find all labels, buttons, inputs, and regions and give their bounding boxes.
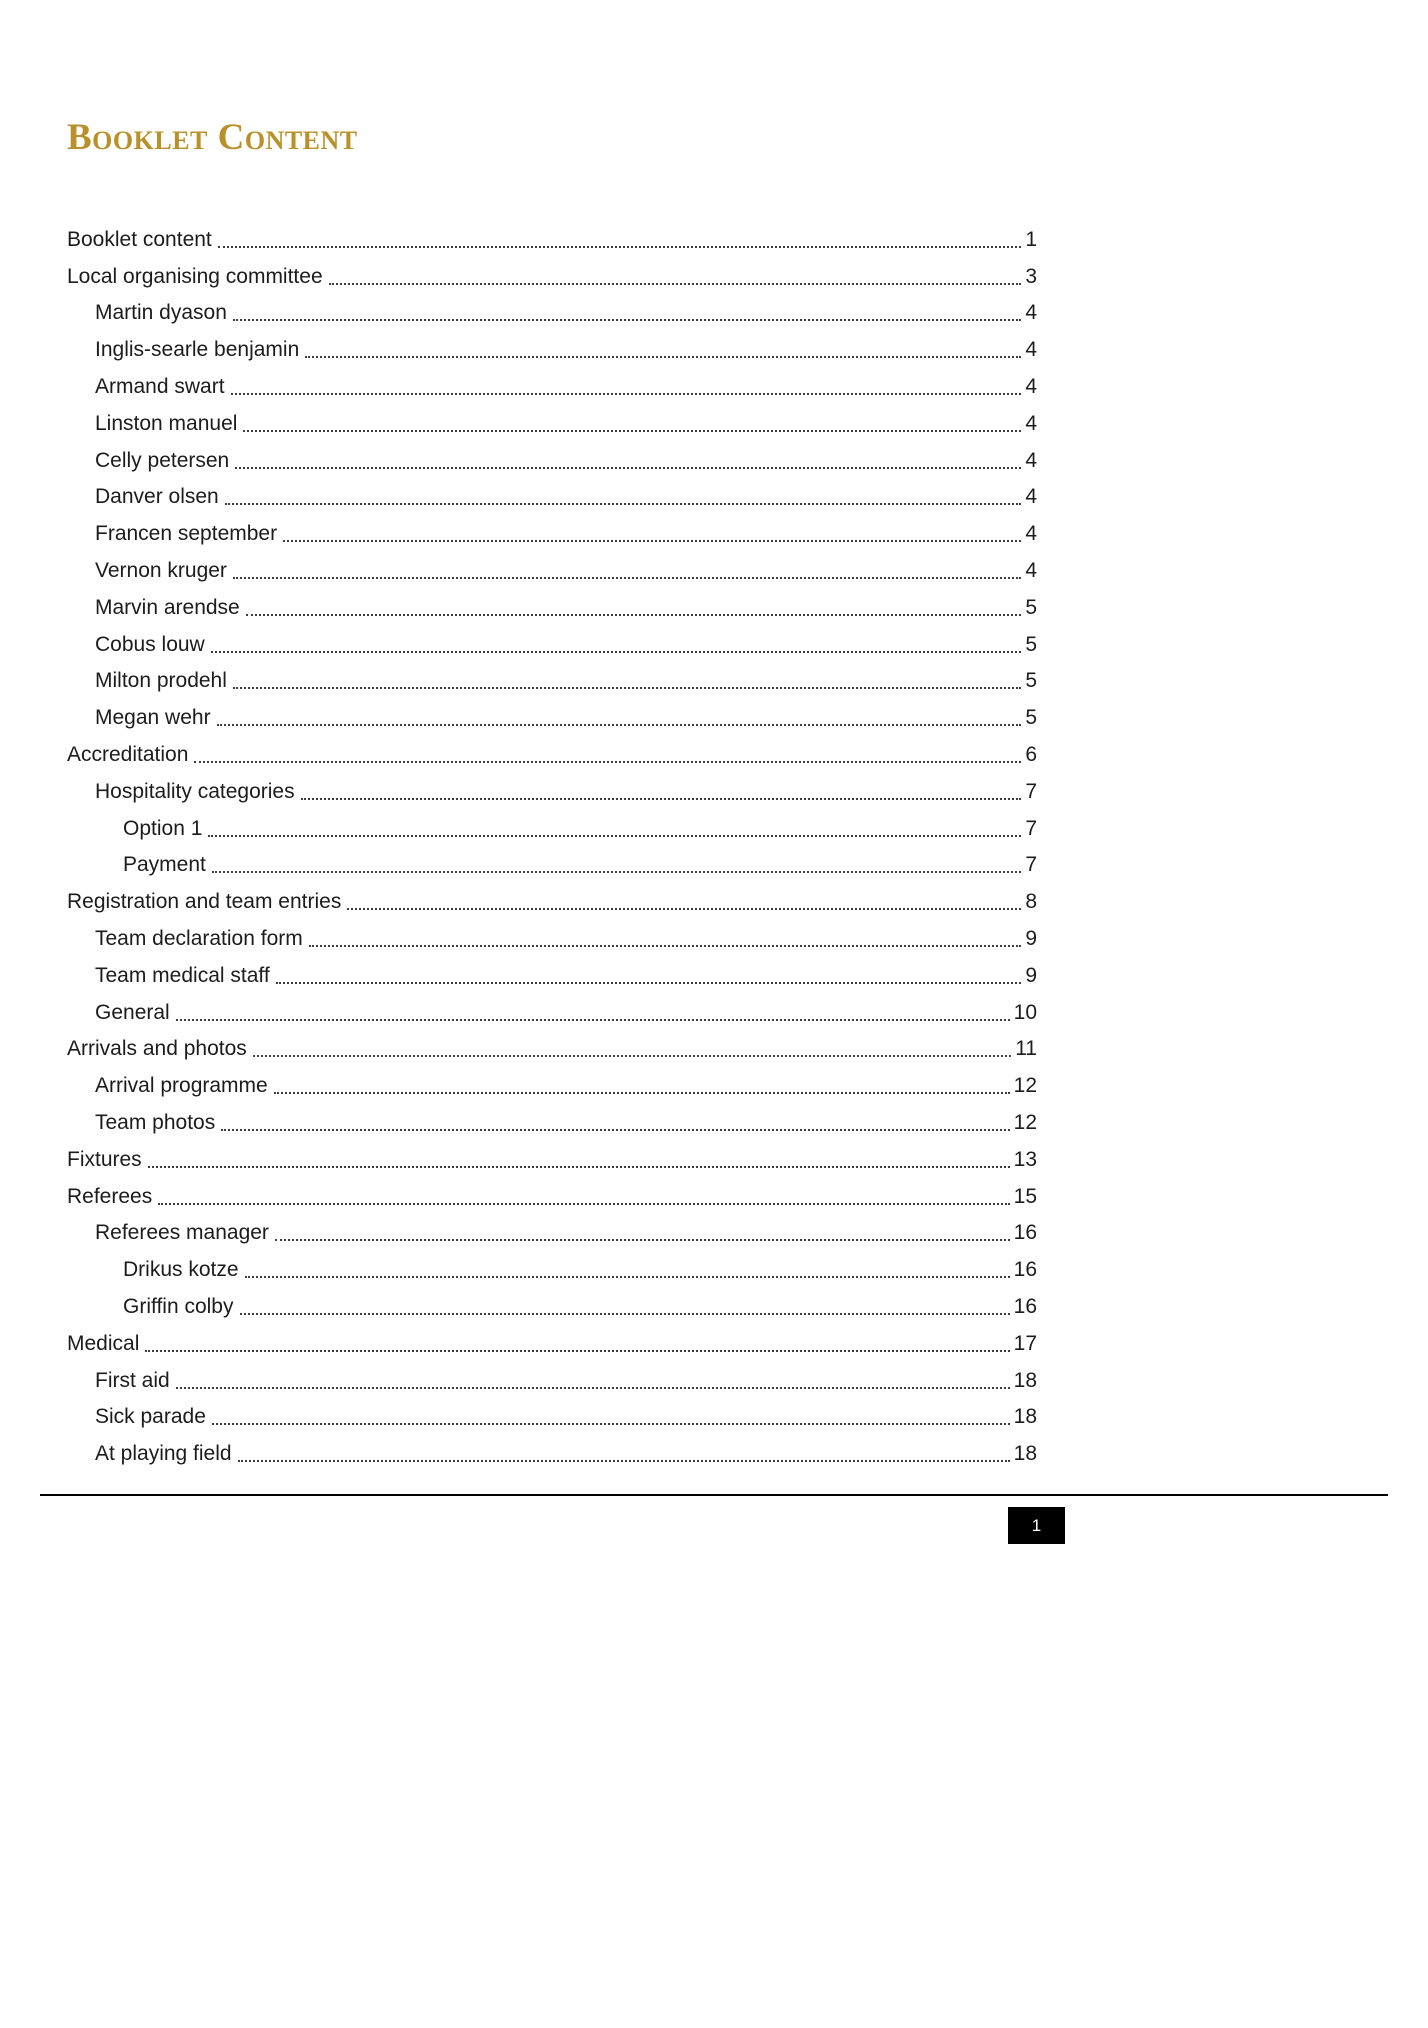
toc-list xyxy=(67,218,1037,1469)
toc-entry-page: 1 xyxy=(1025,227,1037,251)
toc-dot-leader xyxy=(211,651,1022,653)
toc-entry-label: Vernon kruger xyxy=(95,558,227,582)
toc-entry-label: Cobus louw xyxy=(95,632,205,656)
toc-entry-label: Hospitality categories xyxy=(95,779,295,803)
toc-entry-label: Arrival programme xyxy=(95,1074,268,1098)
toc-entry-page: 4 xyxy=(1025,338,1037,362)
toc-dot-leader xyxy=(158,1203,1009,1205)
toc-entry-page: 4 xyxy=(1025,301,1037,325)
toc-entry xyxy=(67,1028,1037,1065)
toc-dot-leader xyxy=(225,503,1022,505)
toc-entry-label: Armand swart xyxy=(95,374,225,398)
toc-entry-label: Accreditation xyxy=(67,742,189,766)
toc-dot-leader xyxy=(329,283,1022,285)
toc-entry-label: Celly petersen xyxy=(95,448,230,472)
page-number: 1 xyxy=(1031,1515,1042,1535)
toc-dot-leader xyxy=(233,687,1021,689)
toc-entry-label: Martin dyason xyxy=(95,301,227,325)
toc-entry xyxy=(67,844,1037,881)
toc-entry-label: Griffin colby xyxy=(123,1294,234,1318)
toc-entry-page: 4 xyxy=(1025,522,1037,546)
toc-entry xyxy=(67,1396,1037,1433)
toc-entry-page: 7 xyxy=(1025,779,1037,803)
toc-entry-page: 4 xyxy=(1025,374,1037,398)
toc-dot-leader xyxy=(148,1166,1010,1168)
toc-dot-leader xyxy=(238,1460,1010,1462)
toc-entry-page: 16 xyxy=(1013,1221,1037,1245)
toc-dot-leader xyxy=(246,614,1022,616)
toc-entry-page: 5 xyxy=(1025,669,1037,693)
toc-entry-label: Medical xyxy=(67,1331,140,1355)
toc-dot-leader xyxy=(145,1350,1009,1352)
toc-entry-page: 8 xyxy=(1025,890,1037,914)
toc-entry xyxy=(67,917,1037,954)
toc-entry-page: 4 xyxy=(1025,411,1037,435)
toc-entry xyxy=(67,402,1037,439)
toc-entry-label: Registration and team entries xyxy=(67,890,342,914)
toc-entry-page: 13 xyxy=(1013,1147,1037,1171)
toc-entry-label: General xyxy=(95,1000,170,1024)
toc-entry-label: First aid xyxy=(95,1368,170,1392)
toc-entry-label: Francen september xyxy=(95,522,278,546)
toc-entry-label: Inglis-searle benjamin xyxy=(95,338,300,362)
toc-entry xyxy=(67,439,1037,476)
toc-entry xyxy=(67,1432,1037,1469)
toc-dot-leader xyxy=(233,577,1021,579)
toc-entry-label: Danver olsen xyxy=(95,485,219,509)
toc-dot-leader xyxy=(235,467,1021,469)
toc-entry-page: 15 xyxy=(1013,1184,1037,1208)
toc-entry-label: Arrivals and photos xyxy=(67,1037,247,1061)
page-number-box xyxy=(1008,1507,1065,1544)
toc-entry-label: Booklet content xyxy=(67,227,212,251)
toc-entry-label: Megan wehr xyxy=(95,706,211,730)
toc-entry-label: Referees xyxy=(67,1184,153,1208)
toc-entry-page: 6 xyxy=(1025,742,1037,766)
toc-entry-label: Drikus kotze xyxy=(123,1258,239,1282)
toc-dot-leader xyxy=(194,761,1021,763)
toc-dot-leader xyxy=(176,1019,1010,1021)
toc-entry xyxy=(67,1285,1037,1322)
toc-entry-page: 4 xyxy=(1025,485,1037,509)
toc-dot-leader xyxy=(309,945,1022,947)
toc-entry-page: 9 xyxy=(1025,963,1037,987)
toc-entry xyxy=(67,512,1037,549)
toc-dot-leader xyxy=(221,1129,1009,1131)
toc-entry xyxy=(67,586,1037,623)
toc-entry-page: 3 xyxy=(1025,264,1037,288)
toc-entry-label: Team declaration form xyxy=(95,926,303,950)
toc-entry-label: Team photos xyxy=(95,1110,216,1134)
toc-dot-leader xyxy=(274,1092,1010,1094)
toc-entry-page: 9 xyxy=(1025,926,1037,950)
toc-dot-leader xyxy=(243,430,1021,432)
toc-dot-leader xyxy=(218,246,1022,248)
toc-entry xyxy=(67,696,1037,733)
toc-entry-label: Payment xyxy=(123,853,206,877)
toc-entry xyxy=(67,1359,1037,1396)
toc-entry-page: 16 xyxy=(1013,1294,1037,1318)
toc-entry-page: 18 xyxy=(1013,1405,1037,1429)
toc-entry xyxy=(67,954,1037,991)
toc-entry xyxy=(67,660,1037,697)
toc-entry xyxy=(67,880,1037,917)
toc-entry-label: At playing field xyxy=(95,1442,232,1466)
toc-dot-leader xyxy=(253,1055,1011,1057)
toc-entry xyxy=(67,1248,1037,1285)
toc-entry-label: Sick parade xyxy=(95,1405,206,1429)
toc-entry xyxy=(67,1212,1037,1249)
toc-entry-page: 5 xyxy=(1025,706,1037,730)
toc-dot-leader xyxy=(233,319,1021,321)
toc-entry xyxy=(67,365,1037,402)
toc-entry-label: Linston manuel xyxy=(95,411,238,435)
toc-dot-leader xyxy=(305,356,1021,358)
toc-entry-page: 18 xyxy=(1013,1442,1037,1466)
toc-dot-leader xyxy=(212,871,1021,873)
toc-entry-page: 11 xyxy=(1015,1037,1037,1061)
toc-dot-leader xyxy=(240,1313,1010,1315)
toc-entry-page: 10 xyxy=(1013,1000,1037,1024)
toc-dot-leader xyxy=(208,835,1021,837)
toc-entry-label: Option 1 xyxy=(123,816,203,840)
toc-entry xyxy=(67,476,1037,513)
toc-entry-page: 12 xyxy=(1013,1110,1037,1134)
toc-entry-label: Fixtures xyxy=(67,1147,142,1171)
toc-entry-page: 4 xyxy=(1025,558,1037,582)
toc-dot-leader xyxy=(212,1423,1010,1425)
toc-entry-page: 4 xyxy=(1025,448,1037,472)
toc-entry xyxy=(67,292,1037,329)
toc-entry xyxy=(67,991,1037,1028)
toc-dot-leader xyxy=(245,1276,1010,1278)
toc-entry-label: Marvin arendse xyxy=(95,595,240,619)
toc-entry xyxy=(67,1064,1037,1101)
toc-entry xyxy=(67,255,1037,292)
toc-entry xyxy=(67,1138,1037,1175)
toc-entry-page: 5 xyxy=(1025,632,1037,656)
toc-entry xyxy=(67,623,1037,660)
toc-entry-label: Referees manager xyxy=(95,1221,269,1245)
toc-entry-label: Local organising committee xyxy=(67,264,323,288)
toc-entry xyxy=(67,1101,1037,1138)
toc-dot-leader xyxy=(347,908,1021,910)
toc-entry-page: 12 xyxy=(1013,1074,1037,1098)
toc-entry-page: 16 xyxy=(1013,1258,1037,1282)
toc-dot-leader xyxy=(276,982,1022,984)
toc-entry-label: Team medical staff xyxy=(95,963,270,987)
toc-entry xyxy=(67,807,1037,844)
toc-entry xyxy=(67,1175,1037,1212)
toc-dot-leader xyxy=(301,798,1022,800)
toc-dot-leader xyxy=(217,724,1022,726)
toc-entry-page: 7 xyxy=(1025,853,1037,877)
toc-entry-page: 5 xyxy=(1025,595,1037,619)
toc-entry xyxy=(67,770,1037,807)
toc-entry-page: 7 xyxy=(1025,816,1037,840)
toc-entry xyxy=(67,218,1037,255)
toc-dot-leader xyxy=(231,393,1022,395)
toc-entry xyxy=(67,328,1037,365)
toc-entry-page: 18 xyxy=(1013,1368,1037,1392)
footer-divider xyxy=(40,1494,1388,1496)
page-title: Booklet Content xyxy=(67,117,358,158)
toc-entry xyxy=(67,549,1037,586)
toc-entry xyxy=(67,733,1037,770)
toc-entry-page: 17 xyxy=(1013,1331,1037,1355)
toc-dot-leader xyxy=(176,1387,1010,1389)
toc-dot-leader xyxy=(283,540,1021,542)
toc-entry xyxy=(67,1322,1037,1359)
toc-entry-label: Milton prodehl xyxy=(95,669,227,693)
toc-dot-leader xyxy=(275,1239,1010,1241)
